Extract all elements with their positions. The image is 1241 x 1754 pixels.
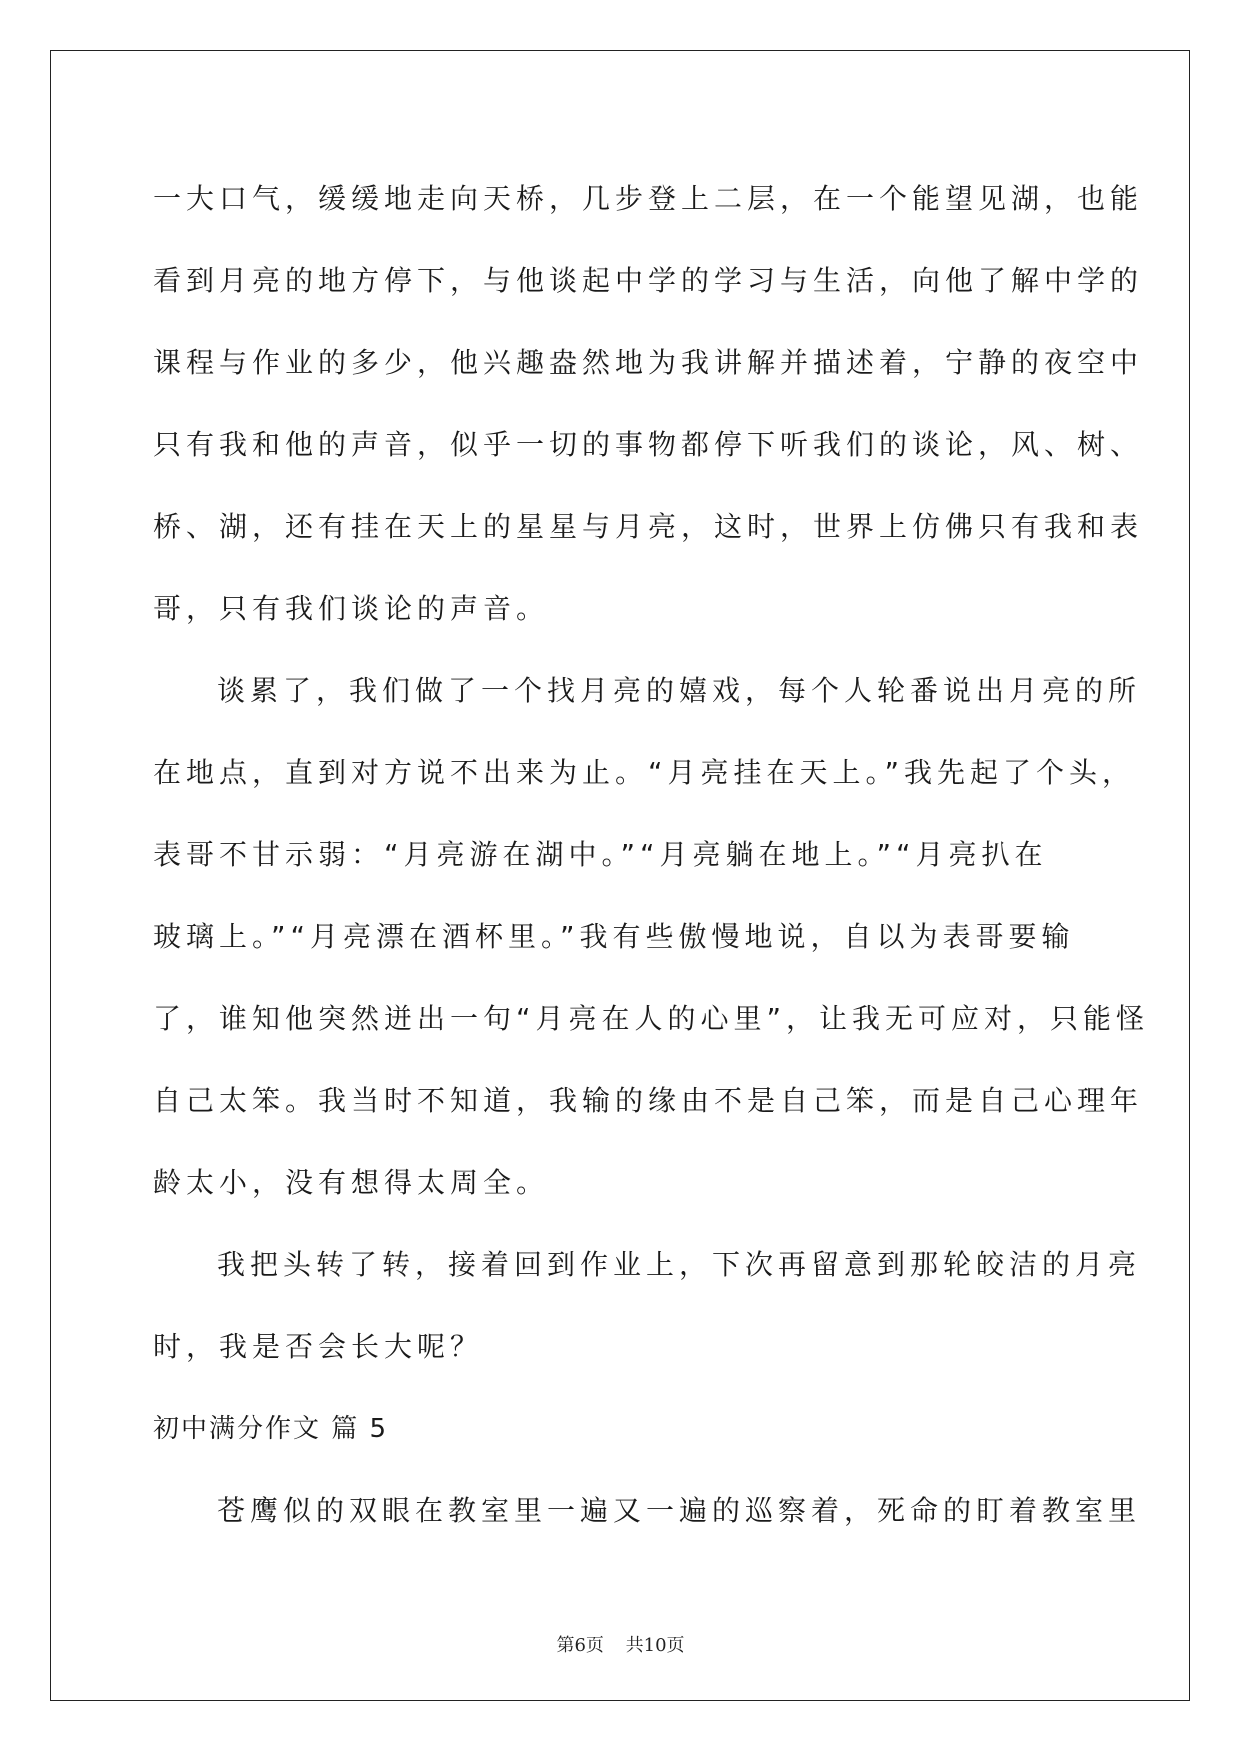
text-line: 自己太笨。我当时不知道，我输的缘由不是自己笨，而是自己心理年 bbox=[153, 1084, 1144, 1117]
text-line: 龄太小，没有想得太周全。 bbox=[153, 1166, 550, 1199]
text-line: 一大口气，缓缓地走向天桥，几步登上二层，在一个能望见湖，也能 bbox=[153, 182, 1144, 215]
document-body bbox=[153, 158, 1150, 1552]
page-number: 第6页 bbox=[556, 1635, 604, 1656]
text-line: 时，我是否会长大呢？ bbox=[153, 1330, 484, 1363]
text-line: 了，谁知他突然迸出一句“月亮在人的心里”，让我无可应对，只能怪 bbox=[153, 1002, 1150, 1035]
text-line: 看到月亮的地方停下，与他谈起中学的学习与生活，向他了解中学的 bbox=[153, 264, 1144, 297]
paragraph-start-line: 苍鹰似的双眼在教室里一遍又一遍的巡察着，死命的盯着教室里 bbox=[217, 1494, 1142, 1527]
page-footer bbox=[0, 1631, 1241, 1657]
text-line: 哥，只有我们谈论的声音。 bbox=[153, 592, 550, 625]
section-heading: 初中满分作文 篇 5 bbox=[153, 1414, 389, 1444]
text-line: 在地点，直到对方说不出来为止。“月亮挂在天上。”我先起了个头， bbox=[153, 756, 1136, 789]
page-total: 共10页 bbox=[625, 1635, 685, 1656]
text-line: 桥、湖，还有挂在天上的星星与月亮，这时，世界上仿佛只有我和表 bbox=[153, 510, 1144, 543]
paragraph-start-line: 我把头转了转，接着回到作业上，下次再留意到那轮皎洁的月亮 bbox=[217, 1248, 1142, 1281]
text-line: 只有我和他的声音，似乎一切的事物都停下听我们的谈论，风、树、 bbox=[153, 428, 1144, 461]
text-line: 课程与作业的多少，他兴趣盎然地为我讲解并描述着，宁静的夜空中 bbox=[153, 346, 1144, 379]
text-line: 表哥不甘示弱：“月亮游在湖中。”“月亮躺在地上。”“月亮扒在 bbox=[153, 838, 1048, 871]
paragraph-start-line: 谈累了，我们做了一个找月亮的嬉戏，每个人轮番说出月亮的所 bbox=[217, 674, 1142, 707]
text-line: 玻璃上。”“月亮漂在酒杯里。”我有些傲慢地说，自以为表哥要输 bbox=[153, 920, 1075, 953]
